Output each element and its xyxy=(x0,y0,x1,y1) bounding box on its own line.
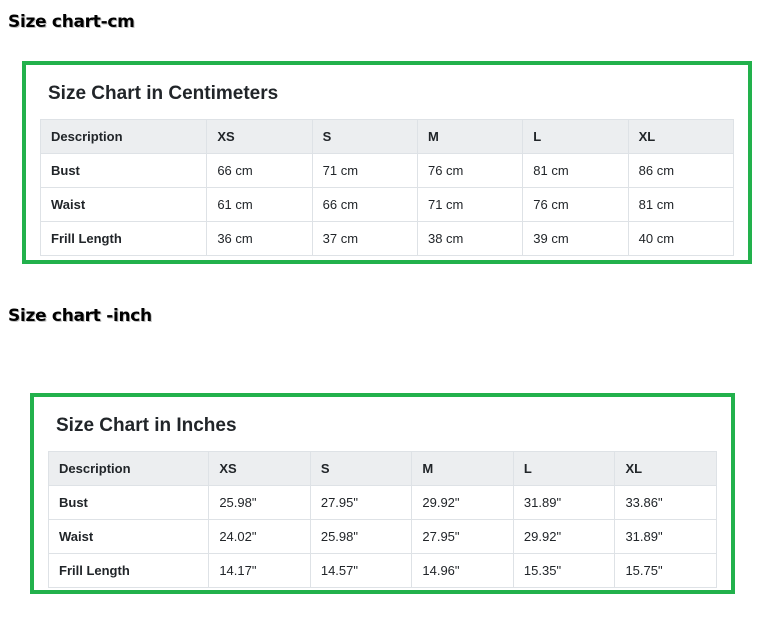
row-label-bust: Bust xyxy=(49,486,209,520)
column-header-l: L xyxy=(523,120,628,154)
section-heading-inch: Size chart -inch xyxy=(8,306,152,326)
table-row xyxy=(49,554,717,588)
table-row xyxy=(41,222,734,256)
cell-bust-xl: 86 cm xyxy=(628,154,733,188)
cell-frill-m: 38 cm xyxy=(417,222,522,256)
column-header-m: M xyxy=(417,120,522,154)
cell-waist-l: 29.92" xyxy=(513,520,615,554)
table-header-row xyxy=(41,120,734,154)
column-header-xl: XL xyxy=(615,452,717,486)
cell-waist-xs: 61 cm xyxy=(207,188,312,222)
table-row xyxy=(41,188,734,222)
cell-frill-xs: 36 cm xyxy=(207,222,312,256)
column-header-xl: XL xyxy=(628,120,733,154)
column-header-s: S xyxy=(310,452,412,486)
cell-waist-xl: 81 cm xyxy=(628,188,733,222)
row-label-bust: Bust xyxy=(41,154,207,188)
row-label-frill-length: Frill Length xyxy=(49,554,209,588)
cell-bust-l: 81 cm xyxy=(523,154,628,188)
cell-bust-m: 29.92" xyxy=(412,486,514,520)
cell-frill-xl: 15.75" xyxy=(615,554,717,588)
column-header-xs: XS xyxy=(207,120,312,154)
cell-bust-s: 71 cm xyxy=(312,154,417,188)
cell-waist-s: 25.98" xyxy=(310,520,412,554)
row-label-waist: Waist xyxy=(41,188,207,222)
row-label-waist: Waist xyxy=(49,520,209,554)
size-chart-inch-table xyxy=(48,451,717,588)
column-header-description: Description xyxy=(41,120,207,154)
cell-bust-xl: 33.86" xyxy=(615,486,717,520)
size-chart-cm-table xyxy=(40,119,734,256)
cell-frill-m: 14.96" xyxy=(412,554,514,588)
cell-frill-xs: 14.17" xyxy=(209,554,311,588)
table-row xyxy=(49,486,717,520)
table-row xyxy=(49,520,717,554)
column-header-s: S xyxy=(312,120,417,154)
cell-waist-m: 27.95" xyxy=(412,520,514,554)
cell-waist-xs: 24.02" xyxy=(209,520,311,554)
cell-frill-xl: 40 cm xyxy=(628,222,733,256)
cell-waist-s: 66 cm xyxy=(312,188,417,222)
section-heading-cm: Size chart-cm xyxy=(8,12,135,32)
table-header-row xyxy=(49,452,717,486)
cell-waist-m: 71 cm xyxy=(417,188,522,222)
table-row xyxy=(41,154,734,188)
cell-waist-xl: 31.89" xyxy=(615,520,717,554)
column-header-m: M xyxy=(412,452,514,486)
column-header-xs: XS xyxy=(209,452,311,486)
size-chart-cm-title: Size Chart in Centimeters xyxy=(48,83,279,104)
cell-frill-s: 37 cm xyxy=(312,222,417,256)
cell-bust-m: 76 cm xyxy=(417,154,522,188)
cell-bust-xs: 66 cm xyxy=(207,154,312,188)
cell-waist-l: 76 cm xyxy=(523,188,628,222)
cell-frill-l: 39 cm xyxy=(523,222,628,256)
column-header-description: Description xyxy=(49,452,209,486)
cell-frill-l: 15.35" xyxy=(513,554,615,588)
row-label-frill-length: Frill Length xyxy=(41,222,207,256)
column-header-l: L xyxy=(513,452,615,486)
size-chart-inch-title: Size Chart in Inches xyxy=(56,415,237,436)
size-chart-cm-container xyxy=(22,61,752,264)
cell-frill-s: 14.57" xyxy=(310,554,412,588)
size-chart-inch-container xyxy=(30,393,735,594)
cell-bust-s: 27.95" xyxy=(310,486,412,520)
cell-bust-l: 31.89" xyxy=(513,486,615,520)
cell-bust-xs: 25.98" xyxy=(209,486,311,520)
